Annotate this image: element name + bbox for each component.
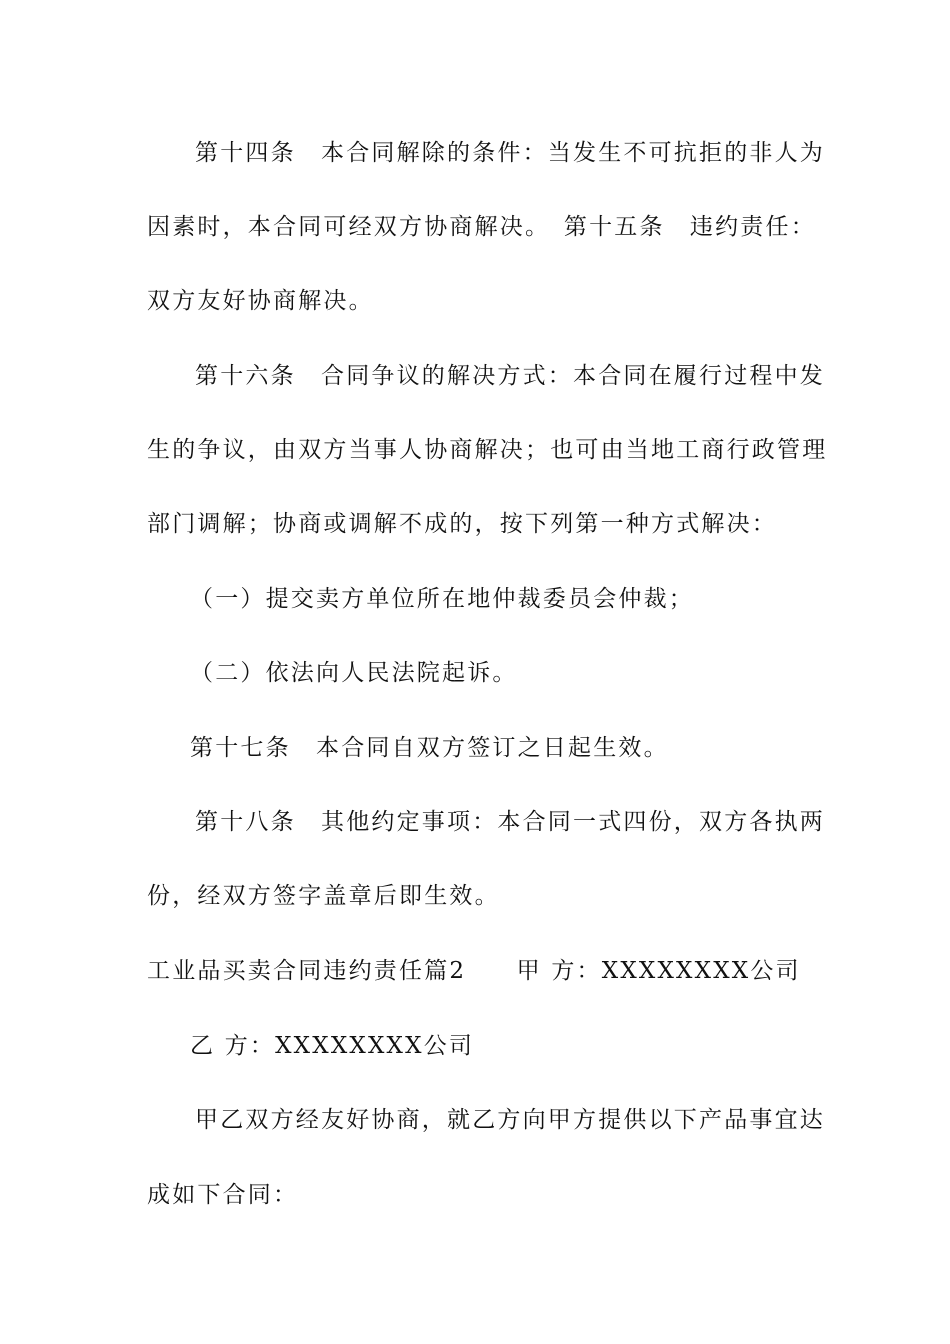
list-item: （二）依法向人民法院起诉。 [190, 660, 518, 686]
paragraph-line: 因素时，本合同可经双方协商解决。 第十五条 违约责任： [147, 214, 816, 240]
paragraph-line: 双方友好协商解决。 [147, 288, 374, 314]
list-item: （一）提交卖方单位所在地仲裁委员会仲裁； [190, 586, 694, 612]
section-heading: 工业品买卖合同违约责任篇2 甲 方：XXXXXXXX公司 [147, 958, 801, 984]
paragraph-line: 第十四条 本合同解除的条件：当发生不可抗拒的非人为 [195, 140, 825, 166]
paragraph-line: 成如下合同： [147, 1182, 299, 1208]
paragraph-line: 份，经双方签字盖章后即生效。 [147, 883, 500, 909]
paragraph-line: 第十七条 本合同自双方签订之日起生效。 [190, 735, 669, 761]
paragraph-line: 第十六条 合同争议的解决方式：本合同在履行过程中发 [195, 363, 825, 389]
party-line: 乙 方：XXXXXXXX公司 [190, 1033, 475, 1059]
paragraph-line: 生的争议，由双方当事人协商解决；也可由当地工商行政管理 [147, 437, 828, 463]
paragraph-line: 第十八条 其他约定事项：本合同一式四份，双方各执两 [195, 809, 825, 835]
paragraph-line: 甲乙双方经友好协商，就乙方向甲方提供以下产品事宜达 [195, 1107, 825, 1133]
paragraph-line: 部门调解；协商或调解不成的，按下列第一种方式解决： [147, 511, 777, 537]
